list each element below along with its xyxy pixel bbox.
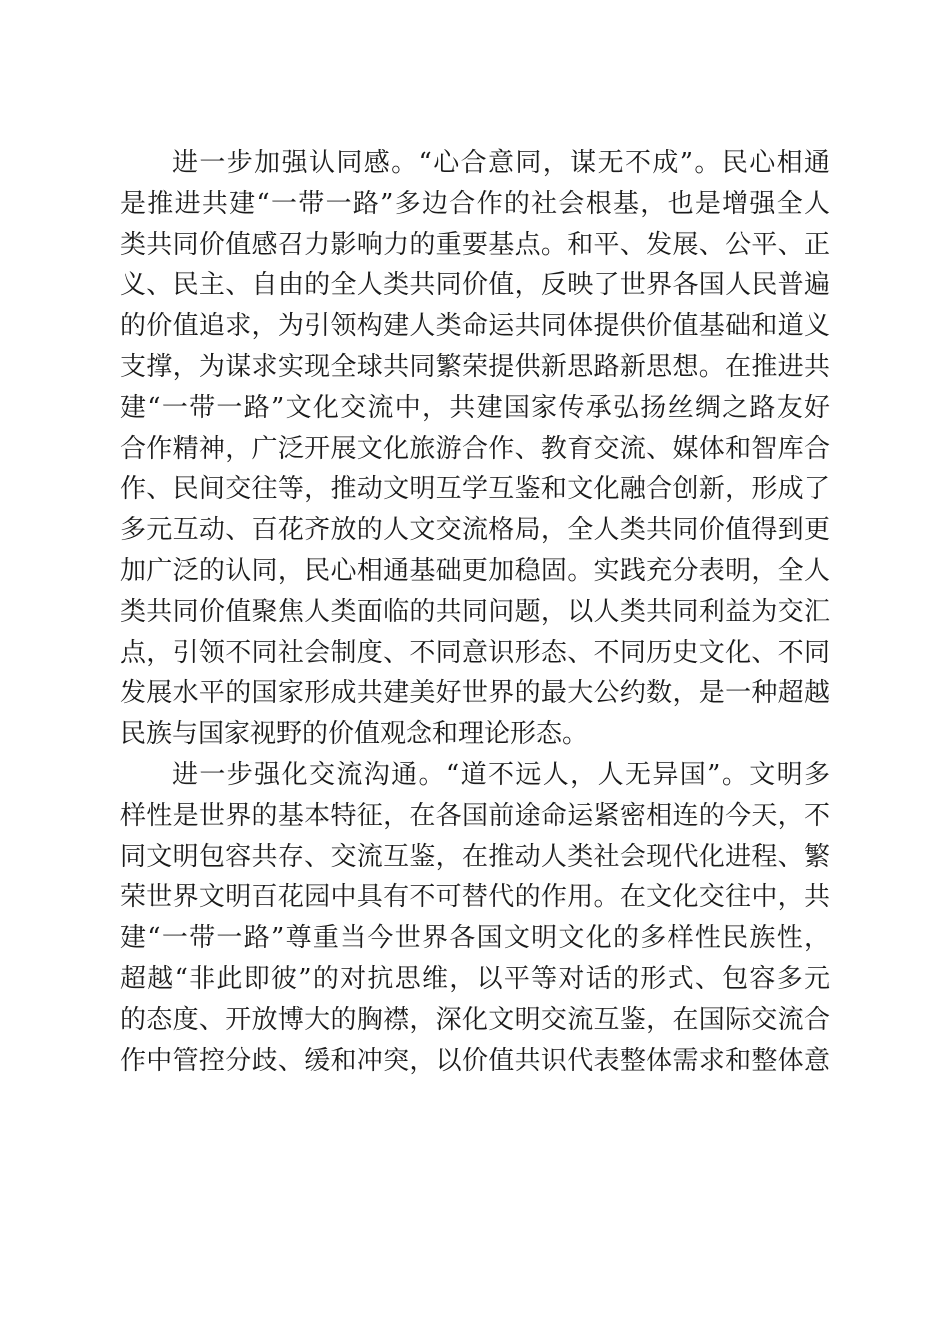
body-text bbox=[120, 143, 830, 1081]
text-line: 义、民主、自由的全人类共同价值，反映了世界各国人民普遍 bbox=[120, 270, 830, 301]
text-line: 类共同价值感召力影响力的重要基点。和平、发展、公平、正 bbox=[120, 229, 830, 260]
text-line: 进一步加强认同感。“心合意同，谋无不成”。民心相通 bbox=[172, 148, 830, 178]
paragraph-1 bbox=[120, 143, 830, 755]
text-line: 的价值追求，为引领构建人类命运共同体提供价值基础和道义 bbox=[120, 311, 830, 342]
paragraph-2 bbox=[120, 755, 830, 1081]
text-line: 多元互动、百花齐放的人文交流格局，全人类共同价值得到更 bbox=[120, 515, 830, 546]
text-line: 建“一带一路”尊重当今世界各国文明文化的多样性民族性， bbox=[120, 923, 830, 954]
text-line: 建“一带一路”文化交流中，共建国家传承弘扬丝绸之路友好 bbox=[120, 392, 830, 423]
text-line: 的态度、开放博大的胸襟，深化文明交流互鉴，在国际交流合 bbox=[120, 1004, 830, 1035]
text-line: 是推进共建“一带一路”多边合作的社会根基，也是增强全人 bbox=[120, 188, 830, 219]
text-line: 民族与国家视野的价值观念和理论形态。 bbox=[120, 719, 589, 750]
text-line: 发展水平的国家形成共建美好世界的最大公约数，是一种超越 bbox=[120, 678, 830, 709]
text-line: 合作精神，广泛开展文化旅游合作、教育交流、媒体和智库合 bbox=[120, 433, 830, 464]
text-line: 作、民间交往等，推动文明互学互鉴和文化融合创新，形成了 bbox=[120, 474, 830, 505]
text-line: 加广泛的认同，民心相通基础更加稳固。实践充分表明，全人 bbox=[120, 555, 830, 586]
text-line: 超越“非此即彼”的对抗思维，以平等对话的形式、包容多元 bbox=[120, 963, 830, 994]
text-line: 进一步强化交流沟通。“道不远人，人无异国”。文明多 bbox=[172, 759, 830, 790]
text-line: 同文明包容共存、交流互鉴，在推动人类社会现代化进程、繁 bbox=[120, 841, 830, 872]
text-line: 荣世界文明百花园中具有不可替代的作用。在文化交往中，共 bbox=[120, 882, 830, 913]
text-line: 支撑，为谋求实现全球共同繁荣提供新思路新思想。在推进共 bbox=[120, 351, 830, 382]
text-line: 类共同价值聚焦人类面临的共同问题，以人类共同利益为交汇 bbox=[120, 596, 830, 627]
text-line: 作中管控分歧、缓和冲突，以价值共识代表整体需求和整体意 bbox=[120, 1045, 830, 1076]
text-line: 点，引领不同社会制度、不同意识形态、不同历史文化、不同 bbox=[120, 637, 830, 668]
text-line: 样性是世界的基本特征，在各国前途命运紧密相连的今天，不 bbox=[120, 800, 830, 831]
